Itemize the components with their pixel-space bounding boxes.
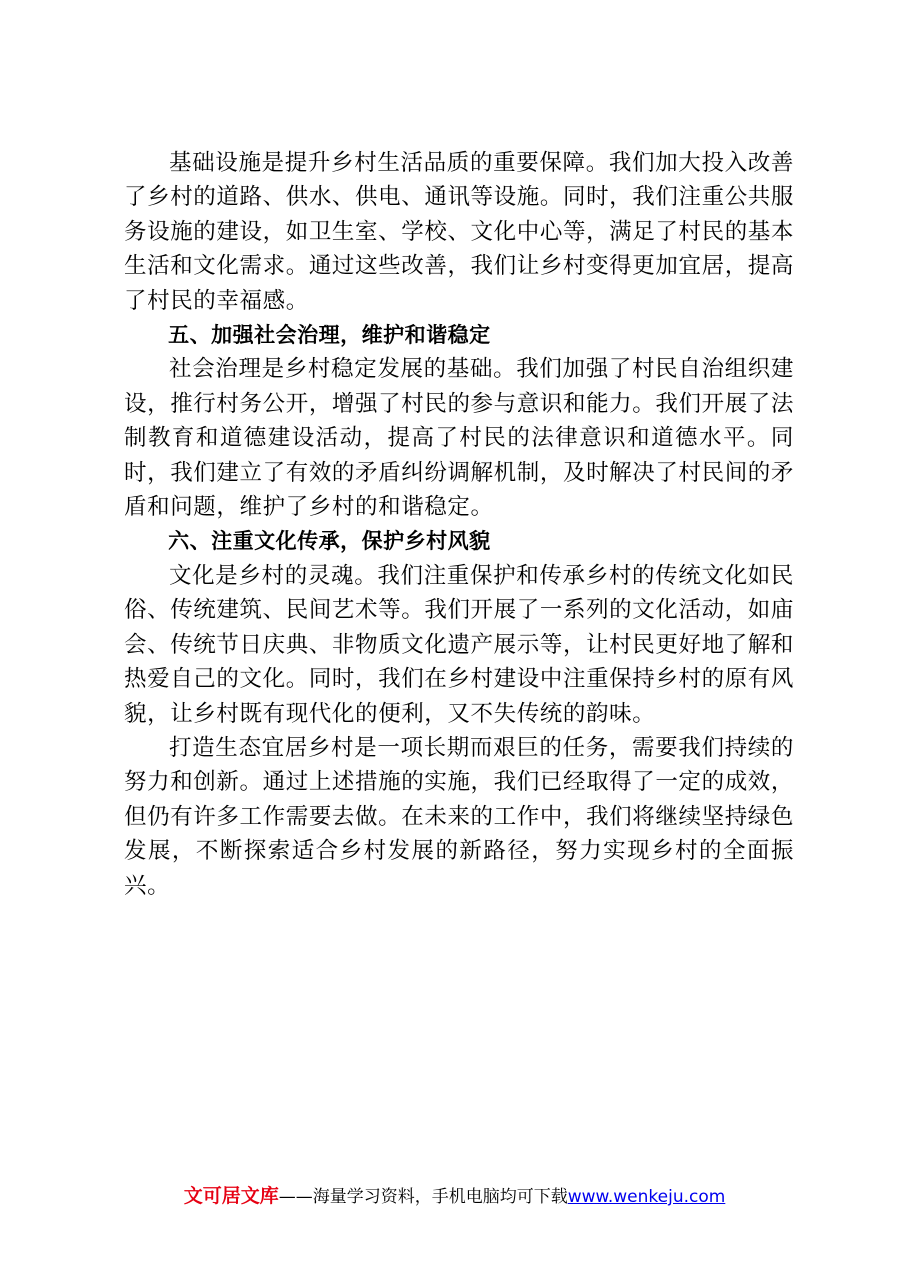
- footer-brand: 文可居文库: [183, 1185, 279, 1207]
- paragraph-culture: 文化是乡村的灵魂。我们注重保护和传承乡村的传统文化如民俗、传统建筑、民间艺术等。我们开展了一系列的文化活动，如庙会、传统节日庆典、非物质文化遗产展示等，让村民更好地了解和热爱自己的文化。同时，我们在乡村建设中注重保持乡村的原有风貌，让乡村既有现代化的便利，又不失传统的韵味。: [124, 562, 794, 727]
- footer-tagline: ——海量学习资料，手机电脑均可下载: [278, 1187, 568, 1207]
- footer-website-link[interactable]: www.wenkeju.com: [567, 1187, 726, 1207]
- paragraph-conclusion: 打造生态宜居乡村是一项长期而艰巨的任务，需要我们持续的努力和创新。通过上述措施的实施，我们已经取得了一定的成效，但仍有许多工作需要去做。在未来的工作中，我们将继续坚持绿色发展，不断探索适合乡村发展的新路径，努力实现乡村的全面振兴。: [124, 734, 794, 899]
- footer-banner: [0, 1183, 909, 1210]
- section-heading-5: 五、加强社会治理，维护和谐稳定: [168, 323, 491, 348]
- paragraph-social-governance: 社会治理是乡村稳定发展的基础。我们加强了村民自治组织建设，推行村务公开，增强了村民的参与意识和能力。我们开展了法制教育和道德建设活动，提高了村民的法律意识和道德水平。同时，我们建立了有效的矛盾纠纷调解机制，及时解决了村民间的矛盾和问题，维护了乡村的和谐稳定。: [124, 356, 794, 521]
- section-heading-6: 六、注重文化传承，保护乡村风貌: [168, 529, 491, 554]
- document-body: [124, 146, 794, 903]
- paragraph-infrastructure: 基础设施是提升乡村生活品质的重要保障。我们加大投入改善了乡村的道路、供水、供电、通讯等设施。同时，我们注重公共服务设施的建设，如卫生室、学校、文化中心等，满足了村民的基本生活和文化需求。通过这些改善，我们让乡村变得更加宜居，提高了村民的幸福感。: [124, 150, 794, 314]
